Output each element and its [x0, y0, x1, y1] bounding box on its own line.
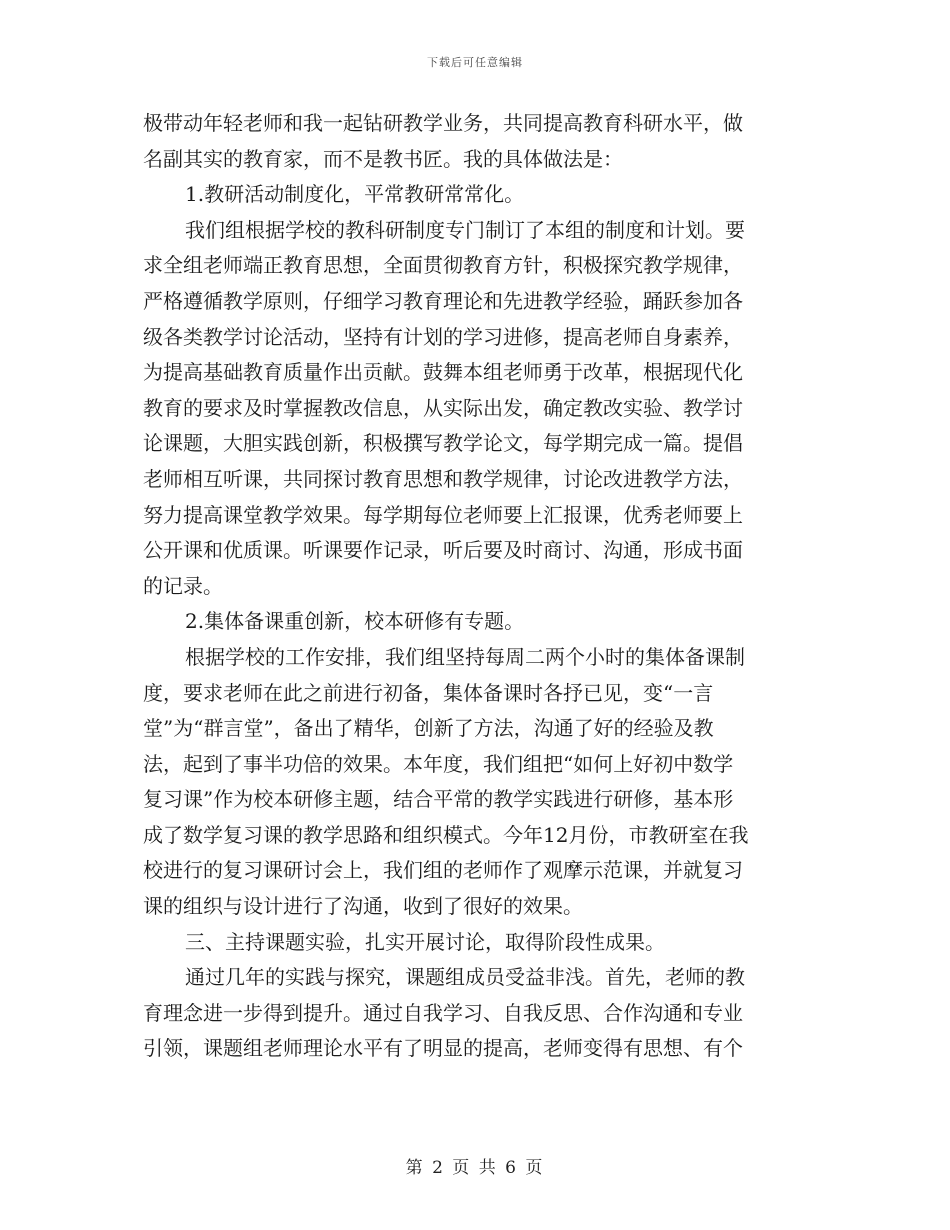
text-line: 度，要求老师在此之前进行初备，集体备课时各抒已见，变“一言 [143, 680, 714, 705]
text-line: 成了数学复习课的教学思路和组织模式。今年12月份，市教研室在我 [143, 822, 749, 847]
text-line: 级各类教学讨论活动，坚持有计划的学习进修，提高老师自身素养， [143, 324, 743, 349]
section-heading: 2.集体备课重创新，校本研修有专题。 [185, 609, 525, 634]
paragraph-start: 通过几年的实践与探究，课题组成员受益非浅。首先，老师的教 [185, 965, 745, 990]
paragraph-start: 我们组根据学校的教科研制度专门制订了本组的制度和计划。要 [185, 217, 745, 242]
text-line: 极带动年轻老师和我一起钻研教学业务，共同提高教育科研水平，做 [143, 111, 743, 135]
text-line: 校进行的复习课研讨会上，我们组的老师作了观摩示范课，并就复习 [143, 858, 743, 883]
text-line: 公开课和优质课。听课要作记录，听后要及时商讨、沟通，形成书面 [143, 538, 743, 563]
page-number: 第 2 页 共 6 页 [405, 1158, 545, 1178]
text-line: 为提高基础教育质量作出贡献。鼓舞本组老师勇于改革，根据现代化 [143, 360, 743, 385]
text-line: 老师相互听课，共同探讨教育思想和教学规律，讨论改进教学方法， [143, 466, 743, 491]
text-line: 课的组织与设计进行了沟通，收到了很好的效果。 [143, 894, 583, 919]
page-header: 下载后可任意编辑 [427, 56, 523, 69]
text-line: 努力提高课堂教学效果。每学期每位老师要上汇报课，优秀老师要上 [143, 502, 743, 527]
text-line: 引领，课题组老师理论水平有了明显的提高，老师变得有思想、有个 [143, 1036, 743, 1061]
text-line: 教育的要求及时掌握教改信息，从实际出发，确定教改实验、教学讨 [143, 395, 743, 420]
text-line: 严格遵循教学原则，仔细学习教育理论和先进教学经验，踊跃参加各 [143, 288, 743, 313]
text-line: 论课题，大胆实践创新，积极撰写教学论文，每学期完成一篇。提倡 [143, 431, 743, 456]
text-line: 的记录。 [143, 573, 223, 598]
text-line: 育理念进一步得到提升。通过自我学习、自我反思、合作沟通和专业 [143, 1000, 743, 1025]
text-line: 求全组老师端正教育思想，全面贯彻教育方针，积极探究教学规律， [143, 253, 743, 278]
document-body [143, 106, 807, 1067]
text-line: 法，起到了事半功倍的效果。本年度，我们组把“如何上好初中数学 [143, 751, 734, 776]
text-line: 复习课”作为校本研修主题，结合平常的教学实践进行研修，基本形 [143, 787, 734, 812]
text-line: 名副其实的教育家，而不是教书匠。我的具体做法是： [143, 146, 623, 171]
section-heading: 1.教研活动制度化，平常教研常常化。 [185, 182, 525, 207]
section-heading: 三、主持课题实验，扎实开展讨论，取得阶段性成果。 [185, 929, 665, 954]
text-line: 堂”为“群言堂”，备出了精华，创新了方法，沟通了好的经验及教 [143, 716, 714, 741]
paragraph-start: 根据学校的工作安排，我们组坚持每周二两个小时的集体备课制 [185, 644, 745, 669]
